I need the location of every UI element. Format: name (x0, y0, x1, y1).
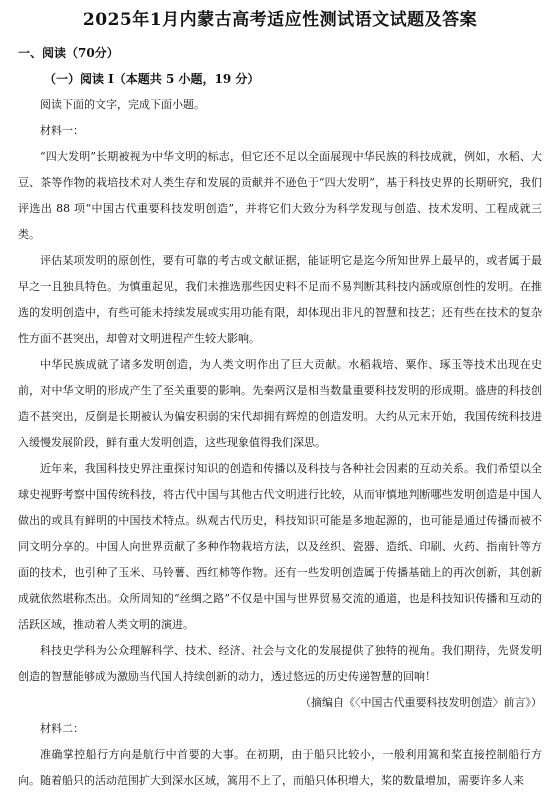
paragraph: 中华民族成就了诸多发明创造，为人类文明作出了巨大贡献。水稻栽培、粟作、琢玉等技术出现在史前，对中华文明的形成产生了至关重要的影响。先秦两汉是相当数量重要科技发明的形成期。盛唐的科技创造不甚突出，反倒是长期被认为偏安积弱的宋代却拥有辉煌的创造发明。大约从元末开始，我国传统科技进入缓慢发展阶段，鲜有重大发明创造，这些现象值得我们深思。 (18, 358, 542, 449)
paragraph: 科技史学科为公众理解科学、技术、经济、社会与文化的发展提供了独特的视角。我们期待，先贤发明创造的智慧能够成为激励当代国人持续创新的动力，透过悠远的历史传递智慧的回响！ (18, 644, 542, 683)
paragraph: 准确掌控船行方向是航行中首要的大事。在初期，由于船只比较小，一般利用篙和桨直接控制船行方向。随着船只的活动范围扩大到深水区域，篙用不上了，而船只体积增大，桨的数量增加，需要许多人来 (18, 748, 542, 787)
subsection-heading: （一）阅读 I（本题共 5 小题，19 分） (44, 72, 260, 86)
document-title: 2025年1月内蒙古高考适应性测试语文试题及答案 (82, 10, 478, 30)
paragraph: “四大发明”长期被视为中华文明的标志，但它还不足以全面展现中华民族的科技成就，例如，水稻、大豆、茶等作物的栽培技术对人类生存和发展的贡献并不逊色于“四大发明”，基于科技史界的长期研究，我们评选出 88 项“中国古代重要科技发明创造”，并将它们大致分为科学发现与创造、技术发明、工程成就三类。 (18, 150, 542, 241)
material-one-label: 材料一： (40, 124, 84, 137)
source-citation: （摘编自《〈中国古代重要科技发明创造〉前言》） (300, 696, 542, 709)
instruction-text: 阅读下面的文字，完成下面小题。 (40, 98, 205, 111)
section-heading: 一、阅读（70分） (18, 46, 119, 60)
paragraph: 评估某项发明的原创性，要有可靠的考古或文献证据，能证明它是迄今所知世界上最早的，或者属于最早之一且独具特色。为慎重起见，我们未推选那些因史料不足而不易判断其科技内涵或原创性的发明。在推选的发明创造中，有些可能未持续发展或实用功能有限，却体现出非凡的智慧和技艺；还有些在技术的复杂性方面不甚突出，却曾对文明进程产生较大影响。 (18, 254, 542, 345)
material-two-label: 材料二： (40, 722, 84, 735)
paragraph: 近年来，我国科技史界注重探讨知识的创造和传播以及科技与各种社会因素的互动关系。我们希望以全球史视野考察中国传统科技，将古代中国与其他古代文明进行比较，从而审慎地判断哪些发明创造是中国人做出的或具有鲜明的中国技术特点。纵观古代历史，科技知识可能是多地起源的，也可能是通过传播而被不同文明分享的。中国人向世界贡献了多种作物栽培方法，以及丝织、瓷器、造纸、印刷、火药、指南针等方面的技术，也引种了玉米、马铃薯、西红柿等作物。还有一些发明创造属于传播基础上的再次创新，其创新成就依然堪称杰出。众所周知的“丝绸之路”不仅是中国与世界贸易交流的通道，也是科技知识传播和互动的活跃区域，推动着人类文明的演进。 (18, 462, 542, 631)
